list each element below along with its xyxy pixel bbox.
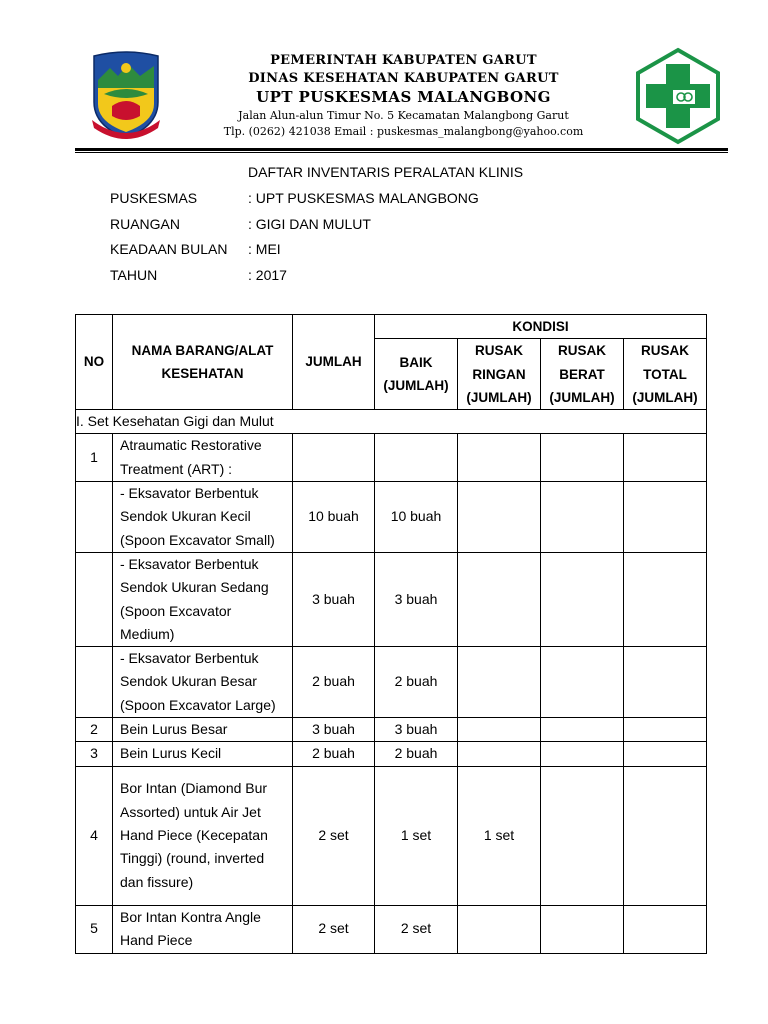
header-condition: KONDISI — [375, 315, 707, 339]
cell-no — [76, 482, 113, 553]
table-row — [76, 647, 707, 718]
cell-total-damage — [624, 647, 707, 718]
cell-quantity: 10 buah — [293, 482, 375, 553]
cell-good: 3 buah — [375, 718, 458, 742]
cell-minor-damage — [458, 742, 541, 766]
cell-major-damage — [541, 552, 624, 646]
cell-quantity: 3 buah — [293, 718, 375, 742]
header-minor-damage: RUSAK RINGAN (JUMLAH) — [458, 339, 541, 410]
cell-item-name: - Eksavator Berbentuk Sendok Ukuran Sedang (Spoon Excavator Medium) — [113, 552, 293, 646]
table-row — [76, 742, 707, 766]
cell-quantity: 2 buah — [293, 647, 375, 718]
table-row — [76, 482, 707, 553]
cell-quantity — [293, 434, 375, 482]
cell-good: 1 set — [375, 766, 458, 905]
letterhead-institution: UPT PUSKESMAS MALANGBONG — [256, 88, 551, 106]
header-no: NO — [76, 315, 113, 410]
puskesmas-cross-logo-icon — [633, 46, 723, 146]
table-row — [76, 434, 707, 482]
cell-good: 2 buah — [375, 742, 458, 766]
cell-major-damage — [541, 905, 624, 953]
cell-major-damage — [541, 766, 624, 905]
meta-row — [110, 214, 479, 240]
header-quantity: JUMLAH — [293, 315, 375, 410]
cell-item-name: Atraumatic Restorative Treatment (ART) : — [113, 434, 293, 482]
cell-minor-damage — [458, 647, 541, 718]
cell-major-damage — [541, 482, 624, 553]
cell-quantity: 2 set — [293, 766, 375, 905]
document-meta — [110, 188, 479, 290]
cell-item-name: Bein Lurus Besar — [113, 718, 293, 742]
garut-regency-emblem-icon — [88, 50, 164, 142]
cell-good: 10 buah — [375, 482, 458, 553]
cell-no: 2 — [76, 718, 113, 742]
inventory-table — [75, 314, 707, 954]
cell-quantity: 2 set — [293, 905, 375, 953]
meta-label: KEADAAN BULAN — [110, 241, 228, 257]
meta-value: : UPT PUSKESMAS MALANGBONG — [248, 190, 479, 206]
cell-total-damage — [624, 905, 707, 953]
cell-good: 3 buah — [375, 552, 458, 646]
table-row — [76, 905, 707, 953]
cell-no: 1 — [76, 434, 113, 482]
letterhead-government: PEMERINTAH KABUPATEN GARUT — [270, 53, 537, 68]
letterhead-rule-thin — [75, 152, 728, 153]
meta-value: : MEI — [248, 241, 281, 257]
letterhead — [180, 52, 627, 140]
cell-no — [76, 647, 113, 718]
cell-total-damage — [624, 434, 707, 482]
cell-total-damage — [624, 552, 707, 646]
cell-minor-damage — [458, 718, 541, 742]
cell-minor-damage: 1 set — [458, 766, 541, 905]
cell-minor-damage — [458, 552, 541, 646]
letterhead-department: DINAS KESEHATAN KABUPATEN GARUT — [248, 71, 559, 86]
cell-no: 3 — [76, 742, 113, 766]
letterhead-rule-thick — [75, 148, 728, 151]
meta-label: RUANGAN — [110, 215, 181, 232]
table-row — [76, 766, 707, 905]
cell-good — [375, 434, 458, 482]
cell-quantity: 3 buah — [293, 552, 375, 646]
cell-item-name: Bor Intan Kontra Angle Hand Piece — [113, 905, 293, 953]
header-total-damage: RUSAK TOTAL (JUMLAH) — [624, 339, 707, 410]
meta-row — [110, 239, 479, 265]
cell-total-damage — [624, 766, 707, 905]
header-major-damage: RUSAK BERAT (JUMLAH) — [541, 339, 624, 410]
letterhead-address: Jalan Alun-alun Timur No. 5 Kecamatan Malangbong Garut — [238, 109, 569, 122]
meta-label: TAHUN — [110, 266, 158, 283]
table-row — [76, 718, 707, 742]
cell-item-name: Bein Lurus Kecil — [113, 742, 293, 766]
cell-no — [76, 552, 113, 646]
cell-item-name: Bor Intan (Diamond Bur Assorted) untuk Air Jet Hand Piece (Kecepatan Tinggi) (round, inverted dan fissure) — [113, 766, 293, 905]
section-title: I. Set Kesehatan Gigi dan Mulut — [76, 410, 707, 434]
cell-minor-damage — [458, 905, 541, 953]
header-item-name: NAMA BARANG/ALAT KESEHATAN — [113, 315, 293, 410]
meta-label: PUSKESMAS — [110, 190, 198, 206]
meta-value: : 2017 — [248, 266, 287, 283]
cell-total-damage — [624, 718, 707, 742]
letterhead-contact: Tlp. (0262) 421038 Email : puskesmas_malangbong@yahoo.com — [223, 125, 584, 138]
document-title: DAFTAR INVENTARIS PERALATAN KLINIS — [248, 164, 524, 180]
cell-no: 5 — [76, 905, 113, 953]
cell-minor-damage — [458, 482, 541, 553]
cell-total-damage — [624, 742, 707, 766]
cell-total-damage — [624, 482, 707, 553]
meta-row — [110, 188, 479, 214]
meta-row — [110, 265, 479, 291]
cell-good: 2 buah — [375, 647, 458, 718]
cell-major-damage — [541, 647, 624, 718]
cell-major-damage — [541, 434, 624, 482]
cell-item-name: - Eksavator Berbentuk Sendok Ukuran Kecil (Spoon Excavator Small) — [113, 482, 293, 553]
cell-minor-damage — [458, 434, 541, 482]
meta-value: : GIGI DAN MULUT — [248, 215, 371, 232]
cell-major-damage — [541, 718, 624, 742]
cell-no: 4 — [76, 766, 113, 905]
cell-good: 2 set — [375, 905, 458, 953]
table-row — [76, 552, 707, 646]
cell-quantity: 2 buah — [293, 742, 375, 766]
header-good: BAIK (JUMLAH) — [375, 339, 458, 410]
cell-item-name: - Eksavator Berbentuk Sendok Ukuran Besar (Spoon Excavator Large) — [113, 647, 293, 718]
cell-major-damage — [541, 742, 624, 766]
